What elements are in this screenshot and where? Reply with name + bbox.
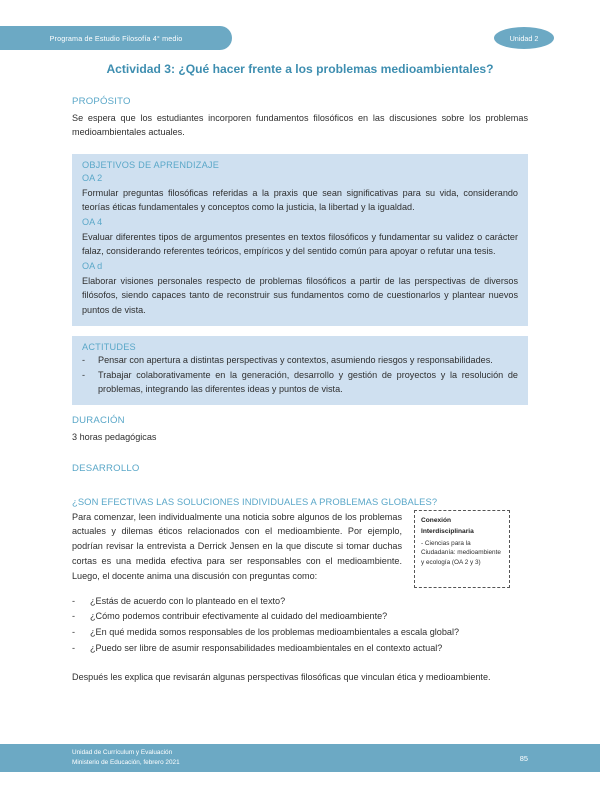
page-title: Actividad 3: ¿Qué hacer frente a los problemas medioambientales?: [106, 62, 494, 76]
list-item: [72, 594, 528, 610]
objetivo-item: [82, 215, 518, 259]
desarrollo-main-column: [72, 510, 402, 584]
page-header: [0, 26, 600, 50]
list-item: [72, 625, 528, 641]
objetivo-code: OA d: [82, 261, 103, 272]
program-banner: [0, 26, 232, 50]
actitudes-list: [82, 353, 518, 397]
spacer: [72, 405, 528, 415]
question-text: ¿En qué medida somos responsables de los problemas medioambientales a escala global?: [90, 626, 460, 637]
dash-bullet: -: [82, 354, 86, 365]
page-number: 85: [519, 753, 528, 763]
proposito-label: PROPÓSITO: [72, 95, 131, 107]
desarrollo-body-row: [72, 510, 528, 588]
page-content: [72, 62, 528, 685]
list-item: [82, 368, 518, 397]
footer-institution: [72, 748, 180, 768]
section-desarrollo: [72, 463, 528, 685]
desarrollo-subheading: ¿SON EFECTIVAS LAS SOLUCIONES INDIVIDUALES A PROBLEMAS GLOBALES?: [72, 495, 438, 507]
desarrollo-closing-text: Después les explica que revisarán algunas perspectivas filosóficas que vinculan ética y medioambiente.: [72, 672, 491, 683]
duracion-label: DURACIÓN: [72, 414, 125, 426]
desarrollo-paragraph: Para comenzar, leen individualmente una noticia sobre algunos de los problemas actuales y dilemas éticos relacionados con el medioambiente. Por ejemplo, podrían revisar la entrevista a Derrick Jensen en la que discute si tomar duchas cortas es una medida efectiva para ser responsables con el medioambiente. Luego, el docente anima una discusión con preguntas como:: [72, 511, 402, 581]
duracion-text: 3 horas pedagógicas: [72, 431, 157, 442]
actitudes-label: ACTITUDES: [82, 341, 136, 352]
section-duracion: [72, 415, 528, 445]
section-objetivos: [72, 154, 528, 326]
spacer: [72, 478, 528, 496]
desarrollo-label: DESARROLLO: [72, 462, 140, 474]
question-text: ¿Puedo ser libre de asumir responsabilidades medioambientales en el contexto actual?: [90, 642, 443, 653]
list-item: [82, 353, 518, 368]
section-actitudes: [72, 336, 528, 405]
section-proposito: [72, 96, 528, 140]
unit-badge: [494, 27, 554, 49]
callout-title-line2: Interdisciplinaria: [421, 528, 474, 536]
dash-bullet: -: [72, 611, 76, 622]
actitud-text: Trabajar colaborativamente en la generación, desarrollo y gestión de proyectos y la resolución de problemas, integrando las diferentes ideas y puntos de vista.: [98, 369, 518, 395]
spacer: [72, 445, 528, 463]
unit-badge-label: Unidad 2: [509, 33, 539, 43]
list-item: [72, 609, 528, 625]
objetivo-code: OA 4: [82, 217, 103, 228]
dash-bullet: -: [72, 642, 76, 653]
callout-body: - Ciencias para la Ciudadanía: medioambiente y ecología (OA 2 y 3): [421, 539, 501, 567]
footer-line-1: Unidad de Currículum y Evaluación: [72, 749, 173, 757]
page-footer: [0, 744, 600, 772]
callout-conexion-interdisciplinaria: [414, 510, 510, 588]
dash-bullet: -: [82, 369, 86, 380]
objetivo-text: Evaluar diferentes tipos de argumentos presentes en textos filosóficos y fundamentar su validez o carácter falaz, considerando referentes teóricos, empíricos y del sentido común para apoyar o refutar una tesis.: [82, 231, 518, 257]
spacer: [72, 140, 528, 154]
objetivo-item: [82, 259, 518, 318]
dash-bullet: -: [72, 595, 76, 606]
program-banner-label: Programa de Estudio Filosofía 4° medio: [49, 33, 183, 43]
objetivo-text: Elaborar visiones personales respecto de problemas filosóficos a partir de las perspectivas de diversos filósofos, siendo capaces tanto de reconstruir sus fundamentos como de cuestionarlos y plantear nuevos puntos de vista.: [82, 275, 518, 316]
footer-line-2: Ministerio de Educación, febrero 2021: [72, 759, 180, 766]
objetivo-item: [82, 171, 518, 215]
objetivo-text: Formular preguntas filosóficas referidas a la praxis que sean significativas para su vida, considerando teorías éticas fundamentales y conceptos como la justicia, la libertad y la igualdad.: [82, 187, 518, 213]
list-item: [72, 641, 528, 657]
spacer: [72, 326, 528, 336]
dash-bullet: -: [72, 626, 76, 637]
actitud-text: Pensar con apertura a distintas perspectivas y contextos, asumiendo riesgos y responsabilidades.: [98, 354, 493, 365]
objetivo-code: OA 2: [82, 173, 103, 184]
proposito-text: Se espera que los estudiantes incorporen fundamentos filosóficos en las discusiones sobre los problemas medioambientales actuales.: [72, 112, 528, 138]
spacer: [72, 656, 528, 670]
question-text: ¿Estás de acuerdo con lo planteado en el texto?: [90, 595, 286, 606]
callout-title-line1: Conexión: [421, 516, 452, 524]
question-text: ¿Cómo podemos contribuir efectivamente al cuidado del medioambiente?: [90, 611, 388, 622]
objetivos-label: OBJETIVOS DE APRENDIZAJE: [82, 160, 220, 171]
desarrollo-questions-list: [72, 594, 528, 657]
